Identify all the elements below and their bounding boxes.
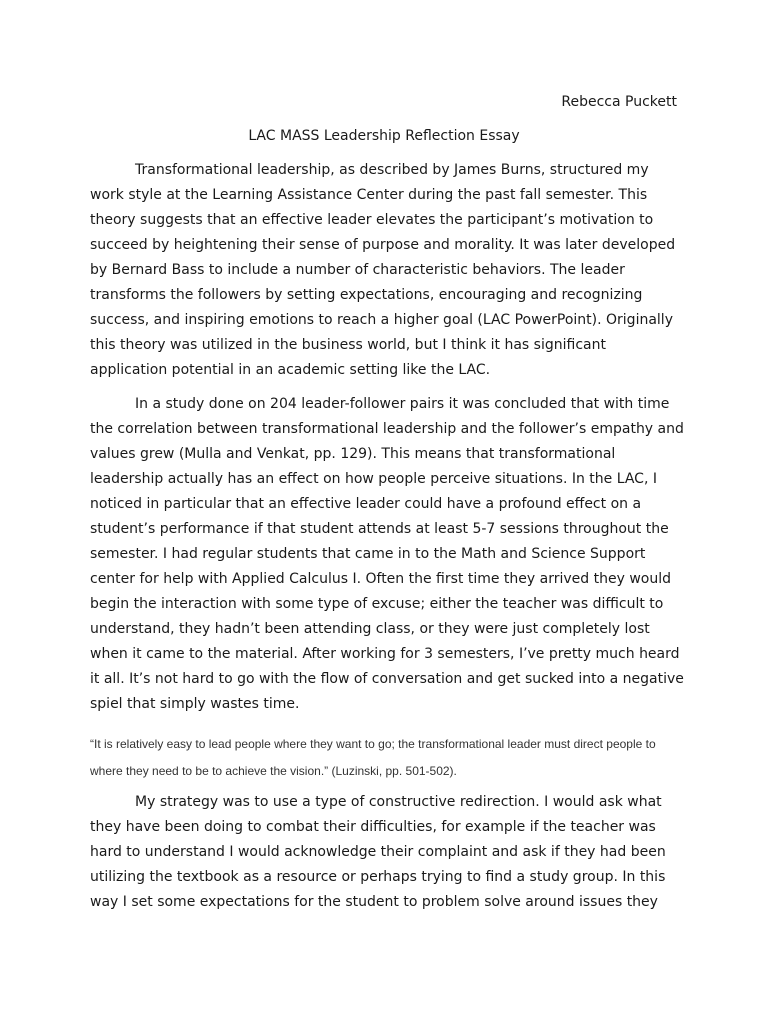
paragraph-1 (90, 158, 690, 383)
paragraph-2 (90, 392, 690, 717)
text-line: succeed by heightening their sense of purpose and morality. It was later developed (90, 237, 676, 253)
author-name: Rebecca Puckett (561, 94, 677, 110)
text-line: spiel that simply wastes time. (90, 696, 300, 712)
text-line: leadership actually has an effect on how people perceive situations. In the LAC, I (90, 471, 657, 487)
text-line: by Bernard Bass to include a number of characteristic behaviors. The leader (90, 262, 625, 278)
text-line: noticed in particular that an effective leader could have a profound effect on a (90, 496, 642, 512)
text-line: student’s performance if that student attends at least 5-7 sessions throughout the (90, 521, 669, 537)
text-line: center for help with Applied Calculus I. Often the first time they arrived they would (90, 571, 671, 587)
text-line: In a study done on 204 leader-follower pairs it was concluded that with time (135, 396, 670, 412)
text-line: values grew (Mulla and Venkat, pp. 129). This means that transformational (90, 446, 616, 462)
essay-title: LAC MASS Leadership Reflection Essay (248, 128, 520, 144)
text-line: begin the interaction with some type of excuse; either the teacher was difficult to (90, 596, 664, 612)
block-quote (90, 731, 690, 785)
text-line: work style at the Learning Assistance Center during the past fall semester. This (90, 187, 648, 203)
text-line: transforms the followers by setting expectations, encouraging and recognizing (90, 287, 643, 303)
text-line: the correlation between transformational leadership and the follower’s empathy and (90, 421, 684, 437)
text-line: hard to understand I would acknowledge their complaint and ask if they had been (90, 844, 666, 860)
text-line: this theory was utilized in the business world, but I think it has significant (90, 337, 606, 353)
text-line: they have been doing to combat their difficulties, for example if the teacher was (90, 819, 656, 835)
quote-line: “It is relatively easy to lead people where they want to go; the transformational leader must direct people to (90, 737, 656, 751)
text-line: understand, they hadn’t been attending class, or they were just completely lost (90, 621, 650, 637)
text-line: utilizing the textbook as a resource or perhaps trying to find a study group. In this (90, 869, 666, 885)
text-line: when it came to the material. After working for 3 semesters, I’ve pretty much heard (90, 646, 680, 662)
text-line: theory suggests that an effective leader elevates the participant’s motivation to (90, 212, 654, 228)
text-line: application potential in an academic setting like the LAC. (90, 362, 491, 378)
text-line: Transformational leadership, as described by James Burns, structured my (135, 162, 649, 178)
text-line: it all. It’s not hard to go with the flow of conversation and get sucked into a negative (90, 671, 684, 687)
quote-line: where they need to be to achieve the vision.” (Luzinski, pp. 501-502). (90, 764, 457, 778)
text-line: success, and inspiring emotions to reach a higher goal (LAC PowerPoint). Originally (90, 312, 673, 328)
text-line: way I set some expectations for the student to problem solve around issues they (90, 894, 658, 910)
paragraph-3 (90, 790, 690, 915)
text-line: My strategy was to use a type of constructive redirection. I would ask what (135, 794, 662, 810)
text-line: semester. I had regular students that came in to the Math and Science Support (90, 546, 646, 562)
